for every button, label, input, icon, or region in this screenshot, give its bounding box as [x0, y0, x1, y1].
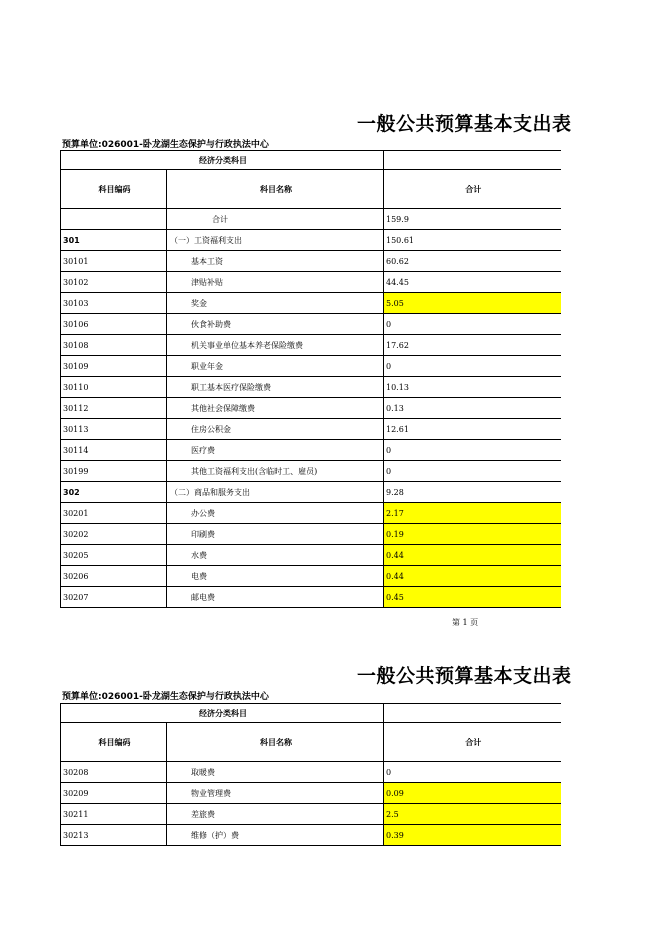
subject-code-cell: 30103 [61, 293, 167, 314]
budget-table-page-1 [60, 150, 561, 608]
subject-code-cell: 30207 [61, 587, 167, 608]
subject-name-cell: 差旅费 [167, 804, 384, 825]
subject-name-cell: 奖金 [167, 293, 384, 314]
subject-code-cell: 30112 [61, 398, 167, 419]
subject-name-cell: 职工基本医疗保险缴费 [167, 377, 384, 398]
header-economic-category: 经济分类科目 [61, 704, 384, 723]
total-value-cell: 0 [384, 461, 561, 482]
table-row [61, 545, 561, 566]
table-row [61, 804, 561, 825]
header-subject-code: 科目编码 [61, 170, 167, 209]
table-row [61, 825, 561, 846]
subject-code-cell: 30211 [61, 804, 167, 825]
total-value-cell: 9.28 [384, 482, 561, 503]
subject-code-cell: 30213 [61, 825, 167, 846]
subject-name-cell: 其他社会保障缴费 [167, 398, 384, 419]
total-value-cell: 0 [384, 356, 561, 377]
table-row [61, 762, 561, 783]
subject-code-cell: 30199 [61, 461, 167, 482]
total-value-cell: 0.13 [384, 398, 561, 419]
header-subject-name: 科目名称 [167, 723, 384, 762]
subject-code-cell: 30106 [61, 314, 167, 335]
header-empty-cell [384, 151, 561, 170]
header-subject-code: 科目编码 [61, 723, 167, 762]
subject-code-cell: 30114 [61, 440, 167, 461]
table-row [61, 419, 561, 440]
table-row [61, 482, 561, 503]
subject-code-cell: 30205 [61, 545, 167, 566]
budget-unit-label: 预算单位:026001-卧龙湖生态保护与行政执法中心 [62, 140, 269, 150]
subject-code-cell: 30102 [61, 272, 167, 293]
total-value-cell: 0.09 [384, 783, 561, 804]
header-empty-cell [384, 704, 561, 723]
subject-name-cell: 津贴补贴 [167, 272, 384, 293]
table-row [61, 524, 561, 545]
total-value-cell: 2.5 [384, 804, 561, 825]
table-row [61, 783, 561, 804]
subject-name-cell: 医疗费 [167, 440, 384, 461]
table-row [61, 272, 561, 293]
total-value-cell: 0 [384, 762, 561, 783]
subject-name-cell: 机关事业单位基本养老保险缴费 [167, 335, 384, 356]
total-value-cell: 60.62 [384, 251, 561, 272]
subject-code-cell [61, 209, 167, 230]
subject-code-cell: 30101 [61, 251, 167, 272]
header-total: 合计 [384, 723, 561, 762]
subject-code-cell: 30201 [61, 503, 167, 524]
table-row [61, 335, 561, 356]
page-title: 一般公共预算基本支出表 [357, 113, 572, 135]
total-value-cell: 2.17 [384, 503, 561, 524]
total-value-cell: 0.44 [384, 545, 561, 566]
subject-code-cell: 30206 [61, 566, 167, 587]
subject-code-cell: 30209 [61, 783, 167, 804]
table-row [61, 356, 561, 377]
subject-name-cell: 住房公积金 [167, 419, 384, 440]
subject-name-cell: 水费 [167, 545, 384, 566]
table-row [61, 566, 561, 587]
total-value-cell: 10.13 [384, 377, 561, 398]
subject-code-cell: 30208 [61, 762, 167, 783]
table-row [61, 293, 561, 314]
table-row [61, 461, 561, 482]
budget-table-page-2 [60, 703, 561, 846]
subject-name-cell: （二）商品和服务支出 [167, 482, 384, 503]
page-number: 第 1 页 [452, 618, 479, 627]
subject-code-cell: 30110 [61, 377, 167, 398]
subject-name-cell: 电费 [167, 566, 384, 587]
subject-code-cell: 302 [61, 482, 167, 503]
total-value-cell: 5.05 [384, 293, 561, 314]
subject-code-cell: 30109 [61, 356, 167, 377]
table-row [61, 377, 561, 398]
total-value-cell: 150.61 [384, 230, 561, 251]
header-subject-name: 科目名称 [167, 170, 384, 209]
table-row [61, 587, 561, 608]
total-value-cell: 0.45 [384, 587, 561, 608]
total-value-cell: 0 [384, 440, 561, 461]
header-total: 合计 [384, 170, 561, 209]
table-row [61, 398, 561, 419]
table-row [61, 440, 561, 461]
page-title-2: 一般公共预算基本支出表 [357, 665, 572, 687]
table-row [61, 230, 561, 251]
subject-code-cell: 30113 [61, 419, 167, 440]
subject-name-cell: 办公费 [167, 503, 384, 524]
subject-name-cell: 合计 [167, 209, 384, 230]
subject-name-cell: （一）工资福利支出 [167, 230, 384, 251]
subject-name-cell: 伙食补助费 [167, 314, 384, 335]
subject-name-cell: 基本工资 [167, 251, 384, 272]
subject-name-cell: 维修（护）费 [167, 825, 384, 846]
total-value-cell: 17.62 [384, 335, 561, 356]
subject-name-cell: 取暖费 [167, 762, 384, 783]
table-row [61, 314, 561, 335]
total-value-cell: 0.39 [384, 825, 561, 846]
subject-name-cell: 职业年金 [167, 356, 384, 377]
subject-code-cell: 301 [61, 230, 167, 251]
total-value-cell: 0.19 [384, 524, 561, 545]
total-value-cell: 0 [384, 314, 561, 335]
budget-unit-label-2: 预算单位:026001-卧龙湖生态保护与行政执法中心 [62, 692, 269, 702]
subject-name-cell: 邮电费 [167, 587, 384, 608]
subject-name-cell: 印刷费 [167, 524, 384, 545]
total-value-cell: 12.61 [384, 419, 561, 440]
total-value-cell: 159.9 [384, 209, 561, 230]
subject-code-cell: 30108 [61, 335, 167, 356]
subject-name-cell: 其他工资福利支出(含临时工、雇员) [167, 461, 384, 482]
subject-code-cell: 30202 [61, 524, 167, 545]
table-row [61, 503, 561, 524]
table-row [61, 251, 561, 272]
header-economic-category: 经济分类科目 [61, 151, 384, 170]
total-value-cell: 0.44 [384, 566, 561, 587]
table-row [61, 209, 561, 230]
total-value-cell: 44.45 [384, 272, 561, 293]
subject-name-cell: 物业管理费 [167, 783, 384, 804]
